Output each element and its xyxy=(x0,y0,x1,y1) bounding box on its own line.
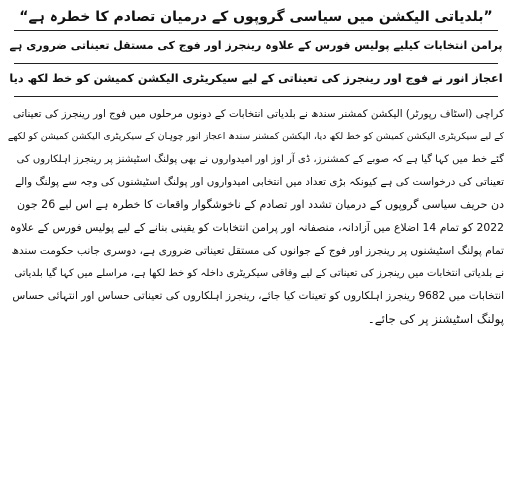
body-line: نے بلدیاتی انتخابات میں رینجرز کی تعیناتی کے لیے وفاقی سیکریٹری داخلہ کو خط لکھا ہے، مراسلے میں کہا گیا بلدیاتی xyxy=(14,267,504,279)
body-line: گئے خط میں کہا گیا ہے کہ صوبے کے کمشنرز، ڈی آر اوز اور امیدواروں نے بھی پولنگ اسٹیشنز پر رینجرز اہلکاروں کی xyxy=(16,153,504,165)
body-line: تمام پولنگ اسٹیشنوں پر رینجرز اور فوج کے جوانوں کی مستقل تعیناتی ضروری ہے، دوسری جانب حکومت سندھ xyxy=(11,244,504,257)
body-line: دن حریف سیاسی گروپوں کے درمیان تشدد اور تصادم کے ناخوشگوار واقعات کا خطرہ ہے اس لیے 26 جون xyxy=(17,198,504,212)
body-line: تعیناتی کی درخواست کی ہے کیونکہ بڑی تعداد میں انتخابی امیدواروں اور پولنگ اسٹیشنوں کی وجہ سے پولنگ والے xyxy=(15,176,504,189)
article-subhead-2: اعجاز انور نے فوج اور رینجرز کی تعیناتی کے لیے سیکریٹری الیکشن کمیشن کو خط لکھ دیا xyxy=(9,72,503,85)
article-subhead-1: پرامن انتخابات کیلیے پولیس فورس کے علاوہ رینجرز اور فوج کی مستقل تعیناتی ضروری ہے xyxy=(9,39,503,52)
body-line: انتخابات میں 9682 رینجرز اہلکاروں کو تعینات کیا جائے، رینجرز اہلکاروں کی تعیناتی حساس اور انتہائی حساس xyxy=(12,290,504,303)
body-line: کے لیے سیکریٹری الیکشن کمیشن کو خط لکھ دیا، الیکشن کمشنر سندھ اعجاز انور چوہان کے سیکریٹری الیکشن کمیشن کو لکھے xyxy=(8,130,504,142)
body-line: 2022 کو تمام 14 اضلاع میں آزادانہ، منصفانہ اور پرامن انتخابات کو یقینی بنانے کے لیے پولیس فورس کے علاوہ xyxy=(9,220,504,234)
body-line: کراچی (اسٹاف رپورٹر) الیکشن کمشنر سندھ نے بلدیاتی انتخابات کے دونوں مرحلوں میں فوج اور رینجرز کی تعیناتی xyxy=(12,108,504,120)
article-body xyxy=(8,97,504,331)
article-headline: ”بلدیاتی الیکشن میں سیاسی گروپوں کے درمیان تصادم کا خطرہ ہے“ xyxy=(19,9,493,25)
body-line: پولنگ اسٹیشنز پر کی جائے۔ xyxy=(367,312,504,327)
